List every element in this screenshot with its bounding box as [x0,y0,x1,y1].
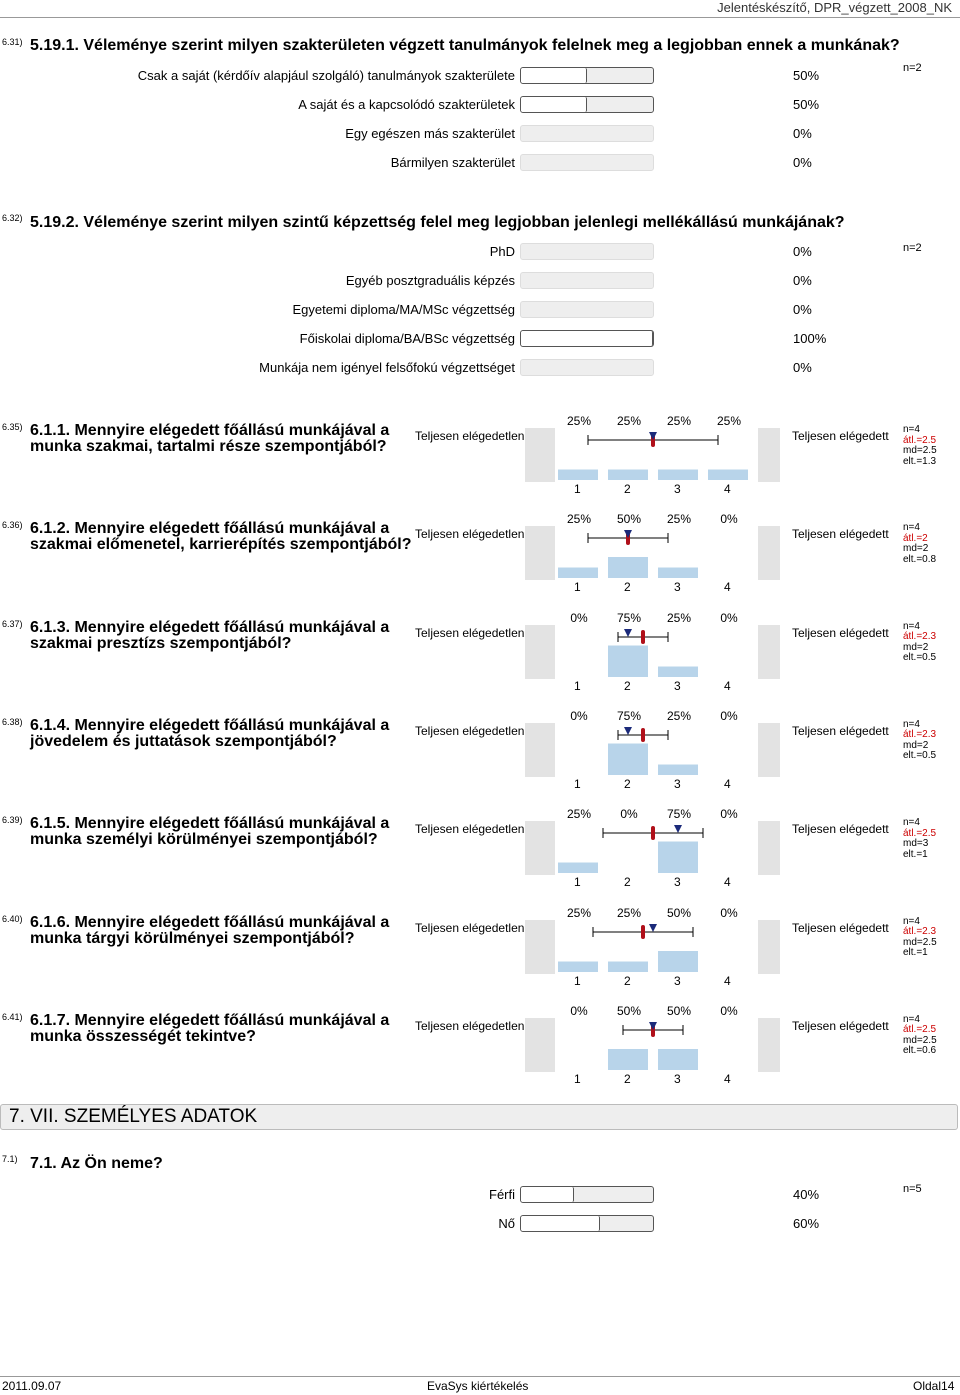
median-marker [624,727,632,735]
distribution-bar [708,470,748,481]
option-percent: 50% [793,68,820,83]
option-percent: 0% [793,126,812,141]
percent-label: 0% [570,610,588,625]
distribution-bar [608,743,648,775]
percent-label: 25% [566,512,592,527]
scale-tick-label: 3 [674,1071,681,1086]
distribution-bar [608,557,648,578]
option-bar [520,301,654,318]
mean-marker [641,925,645,939]
stats-block [903,523,936,565]
n-count: n=5 [903,1183,922,1195]
option-label: Egyetemi diploma/MA/MSc végzettség [292,302,515,317]
percent-label: 25% [616,414,642,428]
option-bar-fill [521,97,587,112]
scale-right-panel [758,920,780,974]
percent-label: 50% [616,512,642,527]
percent-label: 75% [616,708,642,723]
scale-tick-label: 3 [674,973,681,988]
stat-mean: átl.=2.5 [903,827,937,839]
question-title-line1: 6.1.2. Mennyire elégedett főállású munkájával a [30,520,390,538]
percent-label: 0% [720,1003,738,1018]
percent-label: 0% [570,1003,588,1018]
question-number: 6.36) [2,520,23,531]
scale-tick-label: 3 [674,678,681,693]
option-percent: 0% [793,360,812,375]
question-title-line2: jövedelem és juttatások szempontjából? [30,732,337,750]
scale-tick-label: 2 [624,875,631,890]
stat-n: n=4 [903,522,920,534]
question-number: 6.31) [2,37,23,47]
percent-label: 0% [720,512,738,527]
distribution-bar [658,842,698,874]
option-percent: 50% [793,97,820,112]
option-label: Csak a saját (kérdőív alapjául szolgáló) tanulmányok szakterülete [137,68,515,83]
scale-tick-label: 3 [674,580,681,595]
scale-chart [520,524,780,584]
median-marker [649,1022,657,1030]
scale-tick-label: 1 [574,580,581,595]
distribution-bar [608,1049,648,1070]
distribution-bar [558,863,598,874]
option-label: Nő [498,1216,515,1231]
scale-tick-label: 2 [624,1071,631,1086]
stat-n: n=4 [903,424,920,435]
option-bar [520,1215,654,1232]
question-number: 6.37) [2,618,23,629]
stat-median: md=2 [903,739,929,751]
median-marker [649,924,657,932]
stat-median: md=2 [903,543,929,555]
stats-block [903,425,937,467]
distribution-bar [608,470,648,481]
option-percent: 0% [793,302,812,317]
distribution-bar [658,666,698,677]
scale-tick-label: 4 [724,973,731,988]
stat-sd: elt.=1 [903,947,928,958]
stat-mean: átl.=2.3 [903,631,937,643]
percent-label: 25% [616,905,642,920]
mean-marker [651,826,655,840]
scale-tick-label: 2 [624,678,631,693]
stat-n: n=4 [903,620,920,632]
scale-left-panel [525,625,555,679]
stat-n: n=4 [903,817,920,829]
scale-tick-label: 4 [724,875,731,890]
stat-mean: átl.=2.5 [903,434,937,446]
median-marker [649,432,657,440]
question-title-line2: szakmai előmenetel, karrierépítés szempontjából? [30,536,412,554]
scale-tick-label: 2 [624,776,631,791]
stat-sd: elt.=0.5 [903,652,937,664]
question-title-line2: munka személyi körülményei szempontjából? [30,831,378,849]
question-title-line1: 6.1.3. Mennyire elégedett főállású munkájával a [30,618,390,636]
stats-block [903,1015,937,1057]
scale-right-panel [758,625,780,679]
scale-right-panel [758,1018,780,1072]
option-label: A saját és a kapcsolódó szakterületek [298,97,515,112]
scale-tick-label: 1 [574,1071,581,1086]
percent-label: 25% [666,610,692,625]
option-percent: 0% [793,244,812,259]
scale-right-panel [758,821,780,875]
question-title-line2: munka tárgyi körülményei szempontjából? [30,929,355,947]
mean-marker [641,728,645,742]
stat-sd: elt.=0.8 [903,553,937,565]
scale-right-label: Teljesen elégedett [792,920,889,935]
question-title-line1: 6.1.6. Mennyire elégedett főállású munkájával a [30,913,390,931]
question-title-line2: munka szakmai, tartalmi része szempontjából? [30,438,387,455]
option-bar [520,1186,654,1203]
option-percent: 0% [793,273,812,288]
option-percent: 40% [793,1187,820,1202]
distribution-bar [608,961,648,972]
stat-mean: átl.=2.5 [903,1024,937,1036]
scale-tick-label: 1 [574,482,581,496]
question-title-line2: szakmai presztízs szempontjából? [30,634,292,652]
stat-n: n=4 [903,718,920,730]
scale-tick-label: 4 [724,678,731,693]
scale-tick-label: 3 [674,875,681,890]
stat-sd: elt.=0.6 [903,1045,937,1057]
scale-left-label: Teljesen elégedetlen [415,1018,525,1033]
footer-rule [0,1376,960,1377]
scale-tick-label: 4 [724,580,731,595]
median-marker [624,530,632,538]
section-header: 7. VII. SZEMÉLYES ADATOK [0,1104,958,1130]
scale-tick-label: 1 [574,973,581,988]
percent-label: 75% [666,807,692,822]
percent-label: 25% [666,512,692,527]
stat-sd: elt.=0.5 [903,750,937,762]
scale-tick-label: 2 [624,973,631,988]
scale-left-panel [525,821,555,875]
scale-left-panel [525,723,555,777]
scale-right-panel [758,526,780,580]
scale-tick-label: 3 [674,776,681,791]
option-label: Bármilyen szakterület [390,155,515,170]
question-number: 7.1) [2,1154,18,1164]
question-title-line1: 6.1.1. Mennyire elégedett főállású munkájával a [30,422,390,439]
report-title: Jelentéskészítő, DPR_végzett_2008_NK [717,0,952,15]
stat-mean: átl.=2.3 [903,926,937,937]
question-number: 6.41) [2,1011,23,1022]
option-bar [520,330,654,347]
scale-left-panel [525,920,555,974]
question-title: 5.19.2. Véleménye szerint milyen szintű képzettség felel meg legjobban jelenlegi mellékállású munkájának? [30,214,845,231]
scale-chart [520,918,780,978]
stat-sd: elt.=1 [903,848,928,860]
scale-right-label: Teljesen elégedett [792,429,889,443]
scale-left-panel [525,526,555,580]
distribution-bar [558,470,598,481]
scale-tick-label: 4 [724,1071,731,1086]
option-percent: 100% [793,331,827,346]
scale-chart [520,721,780,781]
scale-chart [520,426,780,486]
scale-right-label: Teljesen elégedett [792,822,889,837]
percent-label: 0% [720,708,738,723]
stat-median: md=3 [903,838,929,850]
scale-left-label: Teljesen elégedetlen [415,429,525,443]
stat-median: md=2 [903,641,929,653]
footer-page: Oldal14 [913,1379,955,1393]
stat-n: n=4 [903,915,920,927]
option-percent: 0% [793,155,812,170]
option-bar-fill [521,68,587,83]
percent-label: 0% [720,905,738,920]
scale-left-label: Teljesen elégedetlen [415,723,525,738]
stat-mean: átl.=2.3 [903,729,937,741]
option-label: Főiskolai diploma/BA/BSc végzettség [299,331,515,346]
distribution-bar [658,951,698,972]
stat-sd: elt.=1.3 [903,455,937,467]
n-count: n=2 [903,62,922,74]
option-bar-fill [521,1216,600,1231]
question-title: 7.1. Az Ön neme? [30,1155,163,1172]
scale-left-label: Teljesen elégedetlen [415,625,525,640]
question-number: 6.38) [2,716,23,727]
scale-chart [520,1016,780,1076]
percent-label: 25% [566,905,592,920]
scale-chart [520,623,780,683]
distribution-bar [558,961,598,972]
distribution-bar [658,764,698,775]
median-marker [624,629,632,637]
option-bar [520,359,654,376]
scale-right-label: Teljesen elégedett [792,527,889,542]
option-bar [520,125,654,142]
scale-tick-label: 4 [724,482,731,496]
distribution-bar [658,568,698,579]
question-title: 5.19.1. Véleménye szerint milyen szakterületen végzett tanulmányok felelnek meg a legjobban ennek a munkának? [30,37,900,54]
scale-tick-label: 1 [574,776,581,791]
stats-block [903,720,936,762]
percent-label: 50% [666,1003,692,1018]
question-title-line2: munka összességét tekintve? [30,1027,256,1045]
scale-left-label: Teljesen elégedetlen [415,920,525,935]
question-title-line1: 6.1.7. Mennyire elégedett főállású munkájával a [30,1011,390,1029]
percent-label: 0% [620,807,638,822]
question-number: 6.40) [2,913,23,924]
stats-block [903,917,937,959]
stat-median: md=2.5 [903,1034,937,1046]
percent-label: 25% [566,414,592,428]
percent-label: 0% [570,708,588,723]
header-rule [0,17,960,18]
option-percent: 60% [793,1216,820,1231]
percent-label: 25% [666,414,692,428]
question-number: 6.35) [2,422,23,432]
option-bar-fill [521,331,653,346]
distribution-bar [658,1049,698,1070]
scale-tick-label: 2 [624,580,631,595]
percent-label: 0% [720,610,738,625]
stat-n: n=4 [903,1013,920,1025]
footer-center: EvaSys kiértékelés [427,1379,529,1393]
distribution-bar [558,568,598,579]
stat-median: md=2.5 [903,445,937,456]
scale-tick-label: 2 [624,482,631,496]
stats-block [903,622,936,664]
option-bar [520,154,654,171]
distribution-bar [658,470,698,481]
distribution-bar [608,645,648,677]
percent-label: 25% [716,414,742,428]
option-bar-fill [521,1187,574,1202]
percent-label: 75% [616,610,642,625]
percent-label: 0% [720,807,738,822]
scale-tick-label: 4 [724,776,731,791]
scale-right-label: Teljesen elégedett [792,1018,889,1033]
option-label: Egy egészen más szakterület [345,126,515,141]
scale-left-label: Teljesen elégedetlen [415,822,525,837]
question-title-line1: 6.1.5. Mennyire elégedett főállású munkájával a [30,815,390,833]
median-marker [674,825,682,833]
stats-block [903,818,936,860]
stat-mean: átl.=2 [903,532,928,544]
percent-label: 25% [566,807,592,822]
stat-median: md=2.5 [903,936,937,948]
scale-left-panel [525,1018,555,1072]
question-number: 6.32) [2,213,23,223]
scale-left-label: Teljesen elégedetlen [415,527,525,542]
option-bar [520,243,654,260]
scale-chart [520,819,780,879]
scale-left-panel [525,428,555,482]
scale-tick-label: 1 [574,678,581,693]
scale-right-label: Teljesen elégedett [792,723,889,738]
mean-marker [641,630,645,644]
option-bar [520,96,654,113]
option-label: PhD [489,244,515,259]
scale-tick-label: 3 [674,482,681,496]
question-number: 6.39) [2,815,23,826]
option-label: Munkája nem igényel felsőfokú végzettséget [259,360,515,375]
scale-right-panel [758,723,780,777]
question-title-line1: 6.1.4. Mennyire elégedett főállású munkájával a [30,716,390,734]
percent-label: 25% [666,708,692,723]
scale-right-label: Teljesen elégedett [792,625,889,640]
option-label: Férfi [489,1187,515,1202]
percent-label: 50% [666,905,692,920]
option-label: Egyéb posztgraduális képzés [345,273,515,288]
option-bar [520,272,654,289]
scale-right-panel [758,428,780,482]
scale-tick-label: 1 [574,875,581,890]
percent-label: 50% [616,1003,642,1018]
footer-date: 2011.09.07 [2,1379,62,1393]
option-bar [520,67,654,84]
n-count: n=2 [903,242,922,254]
